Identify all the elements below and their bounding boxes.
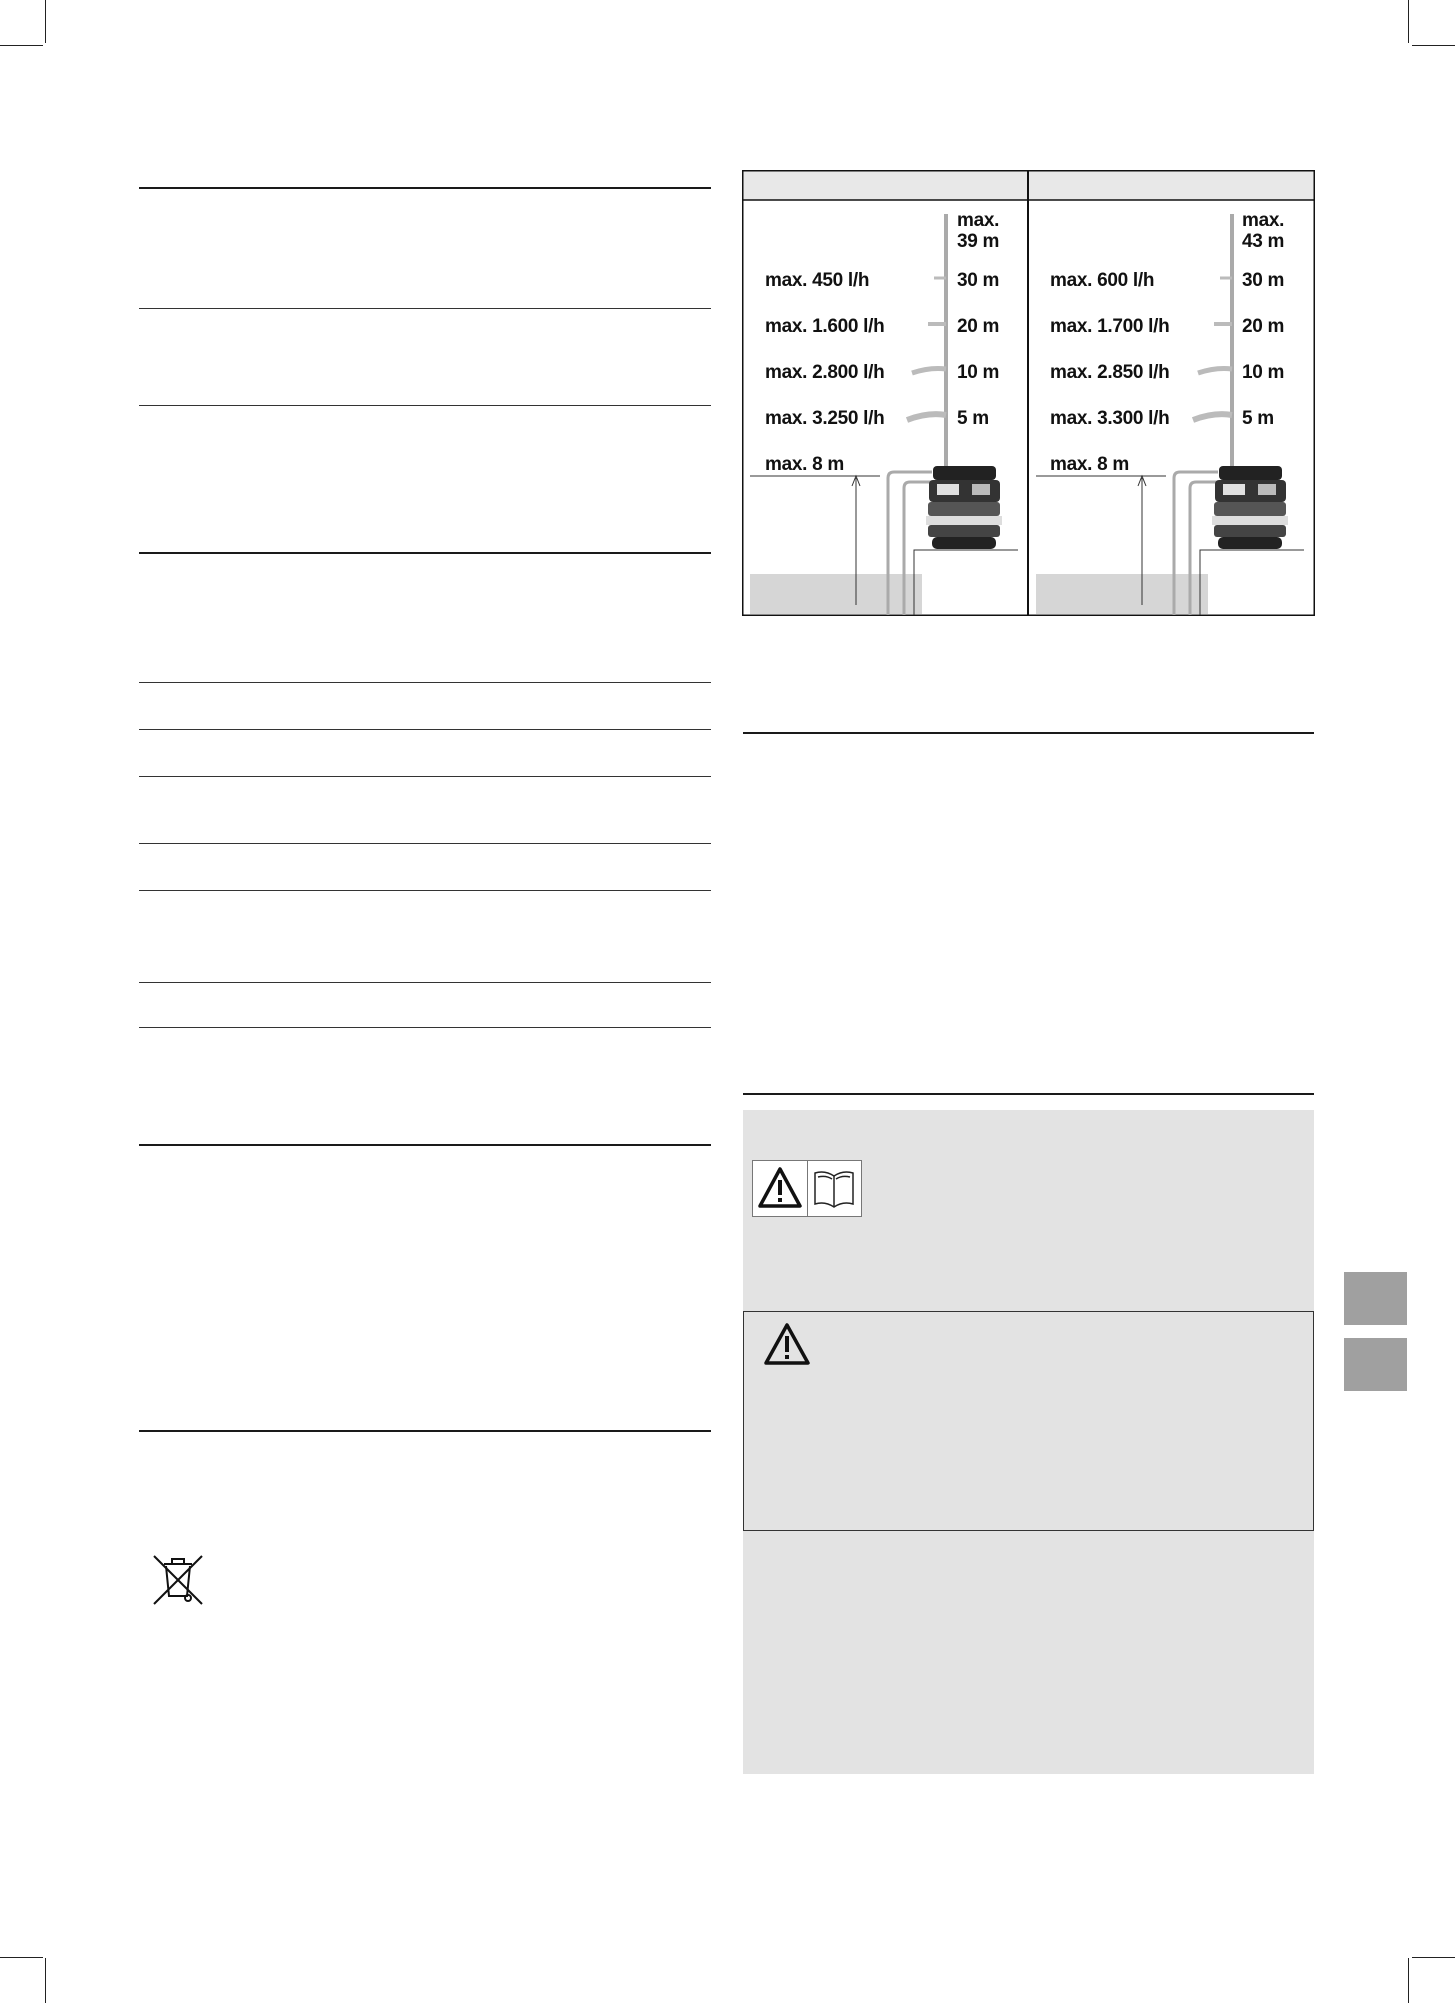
table-rule <box>139 982 711 983</box>
manual-book-icon <box>811 1168 857 1210</box>
warning-icon <box>757 1165 803 1211</box>
flow-rate-label: max. 1.600 l/h <box>765 316 885 337</box>
table-rule <box>139 682 711 683</box>
read-manual-icon-pair <box>752 1160 862 1217</box>
height-label: 20 m <box>957 316 1000 337</box>
side-tab <box>1344 1338 1407 1391</box>
weee-crossed-bin-icon <box>150 1552 206 1608</box>
crop-mark <box>45 1958 46 2003</box>
flow-rate-label: max. 1.700 l/h <box>1050 316 1170 337</box>
height-label: 20 m <box>1242 316 1285 337</box>
crop-mark <box>45 0 46 43</box>
crop-mark <box>0 45 43 46</box>
table-rule <box>139 843 711 844</box>
crop-mark <box>1412 1957 1455 1958</box>
section-rule <box>139 187 711 189</box>
crop-mark <box>1408 1958 1409 2003</box>
table-rule <box>139 308 711 309</box>
suction-height-label: max. 8 m <box>1050 454 1129 475</box>
max-height-value: 39 m <box>957 231 1000 252</box>
section-rule <box>139 1144 711 1146</box>
table-rule <box>139 776 711 777</box>
table-rule <box>139 729 711 730</box>
section-rule <box>743 1093 1314 1095</box>
height-label: 5 m <box>1242 408 1274 429</box>
table-rule <box>139 405 711 406</box>
table-rule <box>139 552 711 554</box>
height-label: 30 m <box>957 270 1000 291</box>
height-label: 30 m <box>1242 270 1285 291</box>
section-rule <box>139 1430 711 1432</box>
flow-rate-label: max. 450 l/h <box>765 270 870 291</box>
side-tab <box>1344 1272 1407 1325</box>
performance-diagram <box>742 170 1315 616</box>
flow-rate-label: max. 3.300 l/h <box>1050 408 1170 429</box>
section-rule <box>743 732 1314 734</box>
crop-mark <box>1408 0 1409 43</box>
flow-rate-label: max. 600 l/h <box>1050 270 1155 291</box>
flow-rate-label: max. 2.800 l/h <box>765 362 885 383</box>
height-label: 5 m <box>957 408 989 429</box>
warning-icon <box>762 1321 812 1367</box>
icon-divider <box>807 1161 808 1216</box>
warning-box <box>743 1311 1314 1531</box>
flow-rate-label: max. 3.250 l/h <box>765 408 885 429</box>
table-rule <box>139 890 711 891</box>
max-height-label: max. <box>957 210 1000 231</box>
flow-rate-label: max. 2.850 l/h <box>1050 362 1170 383</box>
table-rule <box>139 1027 711 1028</box>
height-label: 10 m <box>1242 362 1285 383</box>
crop-mark <box>1412 45 1455 46</box>
crop-mark <box>0 1957 43 1958</box>
max-height-label: max. <box>1242 210 1285 231</box>
height-label: 10 m <box>957 362 1000 383</box>
suction-height-label: max. 8 m <box>765 454 844 475</box>
max-height-value: 43 m <box>1242 231 1285 252</box>
